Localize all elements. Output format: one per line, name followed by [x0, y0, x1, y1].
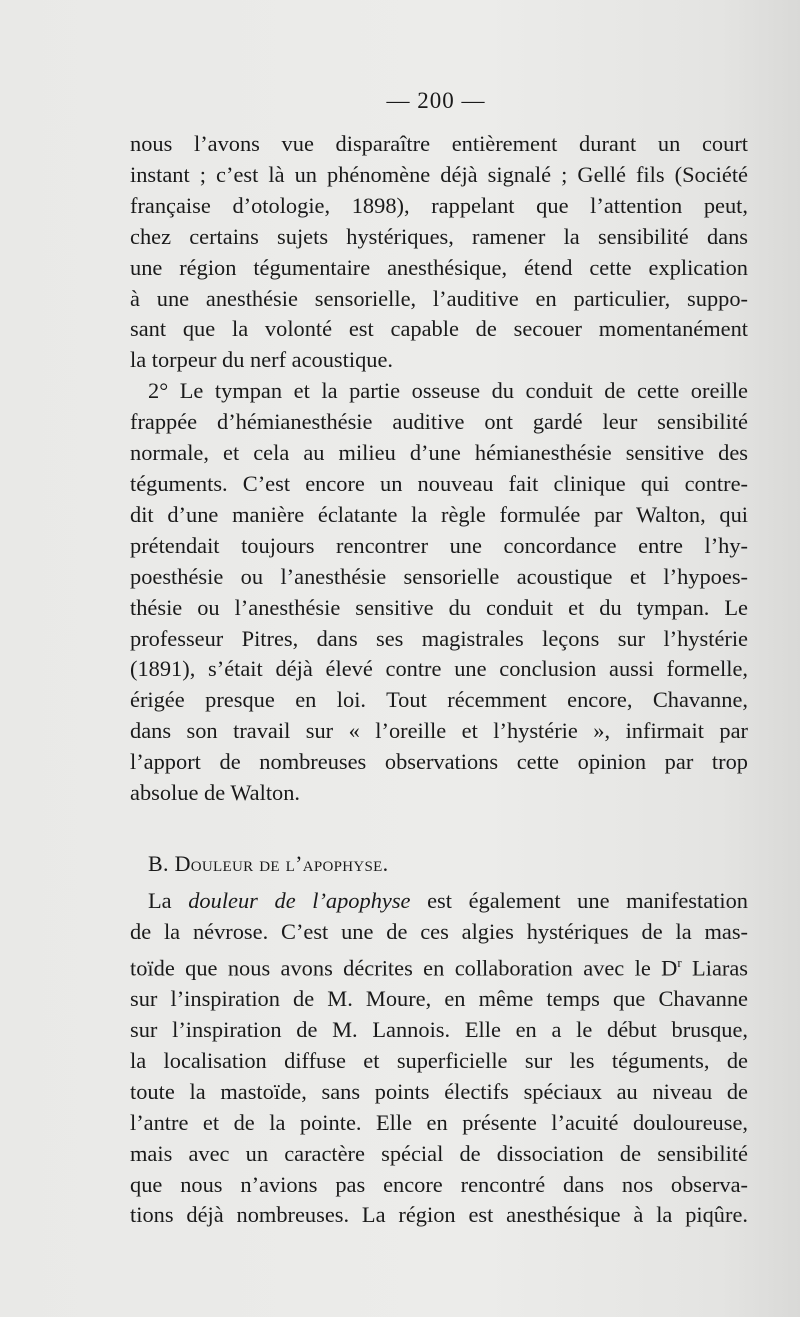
text-line: de la névrose. C’est une de ces algies hystériques de la mas- — [130, 918, 748, 944]
text-line: téguments. C’est encore un nouveau fait clinique qui contre- — [130, 470, 748, 496]
text-line: dit d’une manière éclatante la règle formulée par Walton, qui — [130, 501, 748, 527]
text-line: normale, et cela au milieu d’une hémianesthésie sensitive des — [130, 440, 748, 466]
paragraph-block-1 — [130, 129, 748, 809]
section-heading-title: Douleur de l’apophyse. — [174, 851, 389, 876]
text-line: érigée presque en loi. Tout récemment encore, Chavanne, — [130, 687, 748, 713]
text-line: la localisation diffuse et superficielle sur les téguments, de — [130, 1047, 748, 1073]
text-line: l’antre et de la pointe. Elle en présente l’acuité douloureuse, — [130, 1109, 748, 1135]
text-line: une région tégumentaire anesthésique, étend cette explication — [130, 254, 748, 280]
section-heading-prefix: B. — [148, 851, 169, 876]
text-line: tions déjà nombreuses. La région est anesthésique à la piqûre. — [130, 1202, 748, 1228]
text-line: toute la mastoïde, sans points électifs spéciaux au niveau de — [130, 1078, 748, 1104]
text-line: que nous n’avions pas encore rencontré dans nos observa- — [130, 1171, 748, 1197]
text-line: sur l’inspiration de M. Moure, en même temps que Chavanne — [130, 986, 748, 1012]
text-line: 2° Le tympan et la partie osseuse du conduit de cette oreille — [148, 378, 748, 404]
text-line — [130, 886, 748, 917]
text-line: poesthésie ou l’anesthésie sensorielle acoustique et l’hypoes- — [130, 563, 748, 589]
text-run: La — [148, 887, 189, 913]
text-line: française d’otologie, 1898), rappelant que l’attention peut, — [130, 192, 748, 218]
text-line: sur l’inspiration de M. Lannois. Elle en a le début brusque, — [130, 1017, 748, 1042]
text-line: (1891), s’était déjà élevé contre une conclusion aussi formelle, — [130, 656, 748, 682]
italic-term: douleur de l’apophyse — [188, 887, 411, 913]
text-line: à une anesthésie sensorielle, l’auditive en particulier, suppo- — [130, 285, 748, 311]
text-line: frappée d’hémianesthésie auditive ont gardé leur sensibilité — [130, 409, 748, 435]
text-line: sant que la volonté est capable de secouer momentanément — [130, 316, 748, 342]
paragraph-block-2 — [130, 849, 748, 1231]
text-line: mais avec un caractère spécial de dissociation de sensibilité — [130, 1140, 748, 1166]
text-line: dans son travail sur « l’oreille et l’hystérie », infirmait par — [130, 718, 748, 744]
text-run: est également une manifestation — [410, 887, 748, 913]
text-line: instant ; c’est là un phénomène déjà signalé ; Gellé fils (Société — [130, 161, 748, 187]
text-line: prétendait toujours rencontrer une concordance entre l’hy- — [130, 532, 748, 558]
page-number: — 200 — — [386, 88, 486, 113]
text-line: thésie ou l’anesthésie sensitive du conduit et du tympan. Le — [130, 594, 748, 620]
superscript: r — [677, 954, 682, 970]
text-line: l’apport de nombreuses observations cette opinion par trop — [130, 749, 748, 775]
text-line — [130, 948, 748, 984]
text-line: absolue de Walton. — [130, 780, 301, 806]
text-run: toïde que nous avons décrites en collaboration avec le D — [130, 955, 678, 981]
text-line: professeur Pitres, dans ses magistrales leçons sur l’hystérie — [130, 625, 748, 651]
text-line: chez certains sujets hystériques, ramener la sensibilité dans — [130, 223, 748, 249]
text-run: Liaras — [681, 955, 748, 981]
section-heading — [130, 849, 748, 880]
text-line: la torpeur du nerf acoustique. — [130, 347, 393, 373]
text-line: nous l’avons vue disparaître entièrement durant un court — [130, 131, 748, 156]
